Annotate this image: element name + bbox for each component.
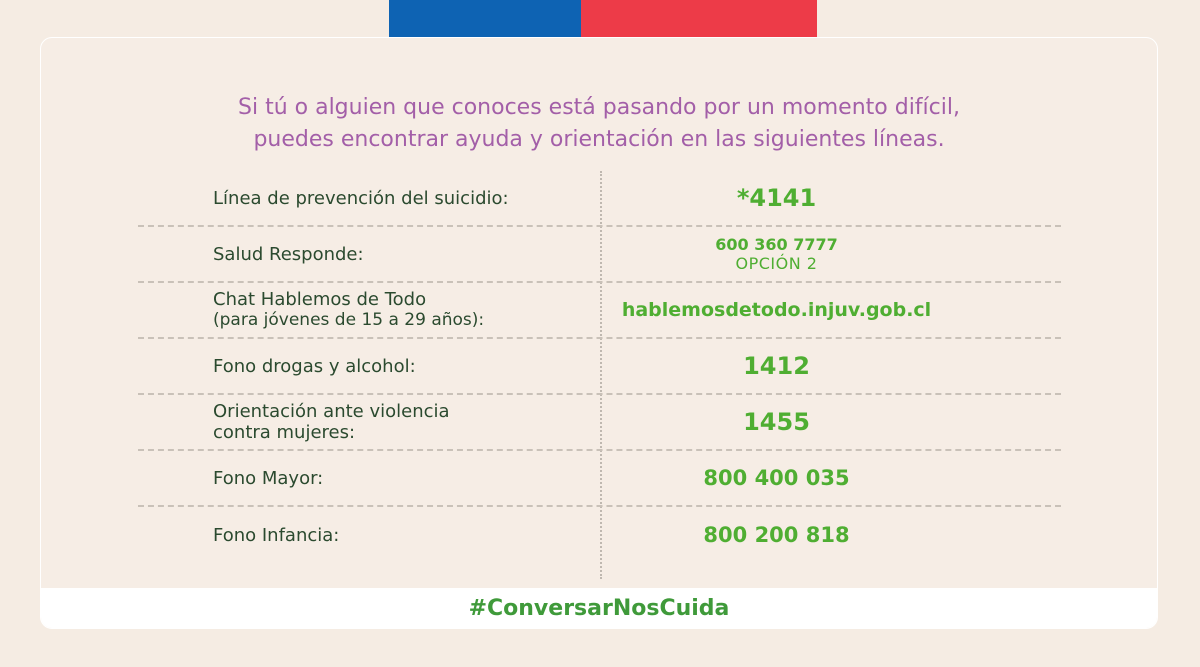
help-lines-card [40,37,1158,629]
line-row-violencia-mujeres [138,395,1061,451]
hashtag-footer [41,588,1157,628]
line-label-subtext: contra mujeres: [213,422,356,443]
line-number[interactable] [624,507,929,563]
line-label [213,171,509,225]
line-label [213,339,416,393]
line-row-fono-infancia [138,507,1061,563]
line-label-text: Orientación ante violencia [213,401,450,422]
line-label [213,227,364,281]
line-label-subtext: (para jóvenes de 15 a 29 años): [213,310,485,330]
help-lines-list [138,171,1061,563]
line-number-text: 1412 [743,352,810,380]
line-number[interactable] [624,395,929,449]
line-url-link[interactable] [621,283,932,337]
line-label [213,283,484,337]
line-label-text: Fono Mayor: [213,467,324,489]
line-row-suicide-prevention [138,171,1061,227]
line-option-text: OPCIÓN 2 [735,254,818,273]
line-label [213,451,323,505]
line-number[interactable] [624,451,929,505]
line-label-text: Línea de prevención del suicidio: [213,187,509,209]
intro-text [41,92,1157,156]
line-label [213,507,339,563]
intro-line-2: puedes encontrar ayuda y orientación en las siguientes líneas. [253,127,945,152]
line-label-text: Salud Responde: [213,243,364,265]
flag-blue-stripe [389,0,581,37]
line-number[interactable] [624,171,929,225]
line-row-chat-hablemos [138,283,1061,339]
line-number-text: 800 400 035 [703,466,850,490]
line-label-text: Fono drogas y alcohol: [213,355,416,377]
line-number[interactable] [624,227,929,281]
hashtag-text: #ConversarNosCuida [468,595,730,621]
line-row-drogas-alcohol [138,339,1061,395]
line-number[interactable] [624,339,929,393]
line-label [213,395,450,449]
line-number-text: 600 360 7777 [715,235,838,254]
line-url-text: hablemosdetodo.injuv.gob.cl [621,299,932,321]
line-number-text: *4141 [736,184,817,212]
line-number-text: 800 200 818 [703,523,850,547]
line-row-fono-mayor [138,451,1061,507]
line-label-text: Fono Infancia: [213,524,340,546]
line-number-text: 1455 [743,408,810,436]
intro-line-1: Si tú o alguien que conoces está pasando por un momento difícil, [238,95,960,120]
flag-red-stripe [581,0,817,37]
flag-bar [389,0,817,37]
line-label-text: Chat Hablemos de Todo [213,289,427,310]
line-row-salud-responde [138,227,1061,283]
